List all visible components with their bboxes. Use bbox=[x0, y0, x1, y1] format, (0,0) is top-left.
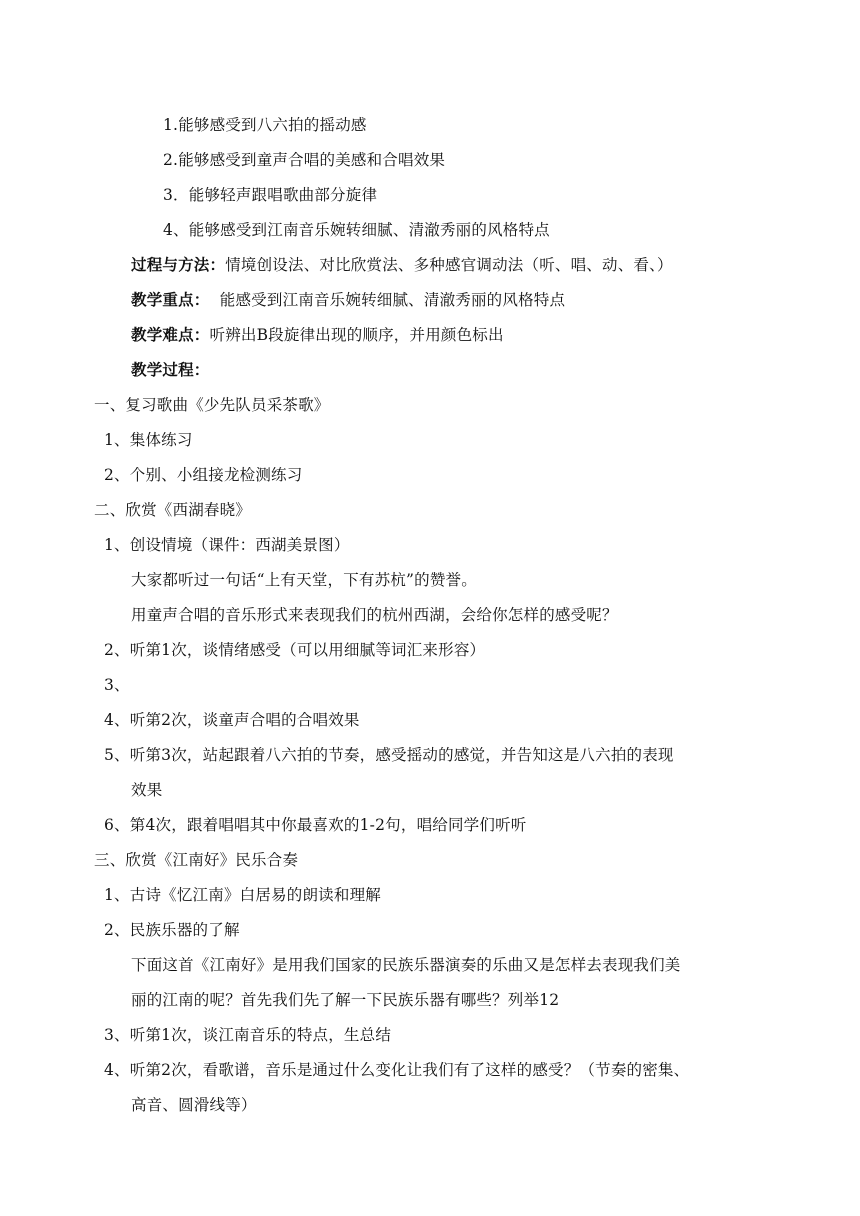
difficulty-label: 教学难点： bbox=[131, 325, 210, 344]
section-2-item-5: 5、听第3次，站起跟着八六拍的节奏，感受摇动的感觉，并告知这是八六拍的表现 bbox=[104, 746, 674, 764]
section-1-title: 一、复习歌曲《少先队员采茶歌》 bbox=[94, 396, 330, 414]
process-heading: 教学过程： bbox=[131, 360, 210, 379]
key-point-text: 能感受到江南音乐婉转细腻、清澈秀丽的风格特点 bbox=[209, 291, 566, 309]
objective-2: 2.能够感受到童声合唱的美感和合唱效果 bbox=[163, 151, 446, 169]
key-point-label: 教学重点： bbox=[131, 290, 210, 309]
section-3-para-line-1: 下面这首《江南好》是用我们国家的民族乐器演奏的乐曲又是怎样去表现我们美 bbox=[131, 956, 681, 974]
section-2-item-1: 1、创设情境（课件：西湖美景图） bbox=[104, 536, 350, 554]
section-3-title: 三、欣赏《江南好》民乐合奏 bbox=[94, 851, 299, 869]
section-3-item-3: 3、听第1次，谈江南音乐的特点，生总结 bbox=[104, 1026, 392, 1044]
section-3-para-line-2: 丽的江南的呢？首先我们先了解一下民族乐器有哪些？列举12 bbox=[131, 991, 560, 1009]
section-3-item-4: 4、听第2次，看歌谱，音乐是通过什么变化让我们有了这样的感受？（节奏的密集、 bbox=[104, 1061, 690, 1079]
section-3-item-1: 1、古诗《忆江南》白居易的朗读和理解 bbox=[104, 886, 381, 904]
section-3-item-4-cont: 高音、圆滑线等） bbox=[131, 1096, 257, 1114]
section-2-item-5-cont: 效果 bbox=[131, 781, 163, 799]
section-2-title: 二、欣赏《西湖春晓》 bbox=[94, 501, 252, 519]
difficulty bbox=[131, 325, 504, 345]
section-2-item-4: 4、听第2次，谈童声合唱的合唱效果 bbox=[104, 711, 360, 729]
section-2-item-2: 2、听第1次，谈情绪感受（可以用细腻等词汇来形容） bbox=[104, 641, 486, 659]
difficulty-text: 听辨出B段旋律出现的顺序，并用颜色标出 bbox=[209, 326, 504, 344]
section-1-item-2: 2、个别、小组接龙检测练习 bbox=[104, 466, 303, 484]
section-2-para-1: 大家都听过一句话“上有天堂，下有苏杭”的赞誉。 bbox=[131, 571, 477, 589]
process-methods-label: 过程与方法： bbox=[131, 255, 226, 274]
process-methods bbox=[131, 255, 673, 275]
objective-1: 1.能够感受到八六拍的摇动感 bbox=[163, 116, 367, 134]
process-methods-text: 情境创设法、对比欣赏法、多种感官调动法（听、唱、动、看、） bbox=[225, 256, 673, 274]
key-point bbox=[131, 290, 565, 310]
section-3-item-2: 2、民族乐器的了解 bbox=[104, 921, 240, 939]
objective-4: 4、能够感受到江南音乐婉转细腻、清澈秀丽的风格特点 bbox=[163, 221, 550, 239]
section-2-item-6: 6、第4次，跟着唱唱其中你最喜欢的1-2句，唱给同学们听听 bbox=[104, 816, 527, 834]
section-1-item-1: 1、集体练习 bbox=[104, 431, 193, 449]
objective-3: 3．能够轻声跟唱歌曲部分旋律 bbox=[163, 186, 378, 204]
section-2-para-2: 用童声合唱的音乐形式来表现我们的杭州西湖，会给你怎样的感受呢？ bbox=[131, 606, 618, 624]
section-2-item-3: 3、 bbox=[104, 676, 130, 694]
